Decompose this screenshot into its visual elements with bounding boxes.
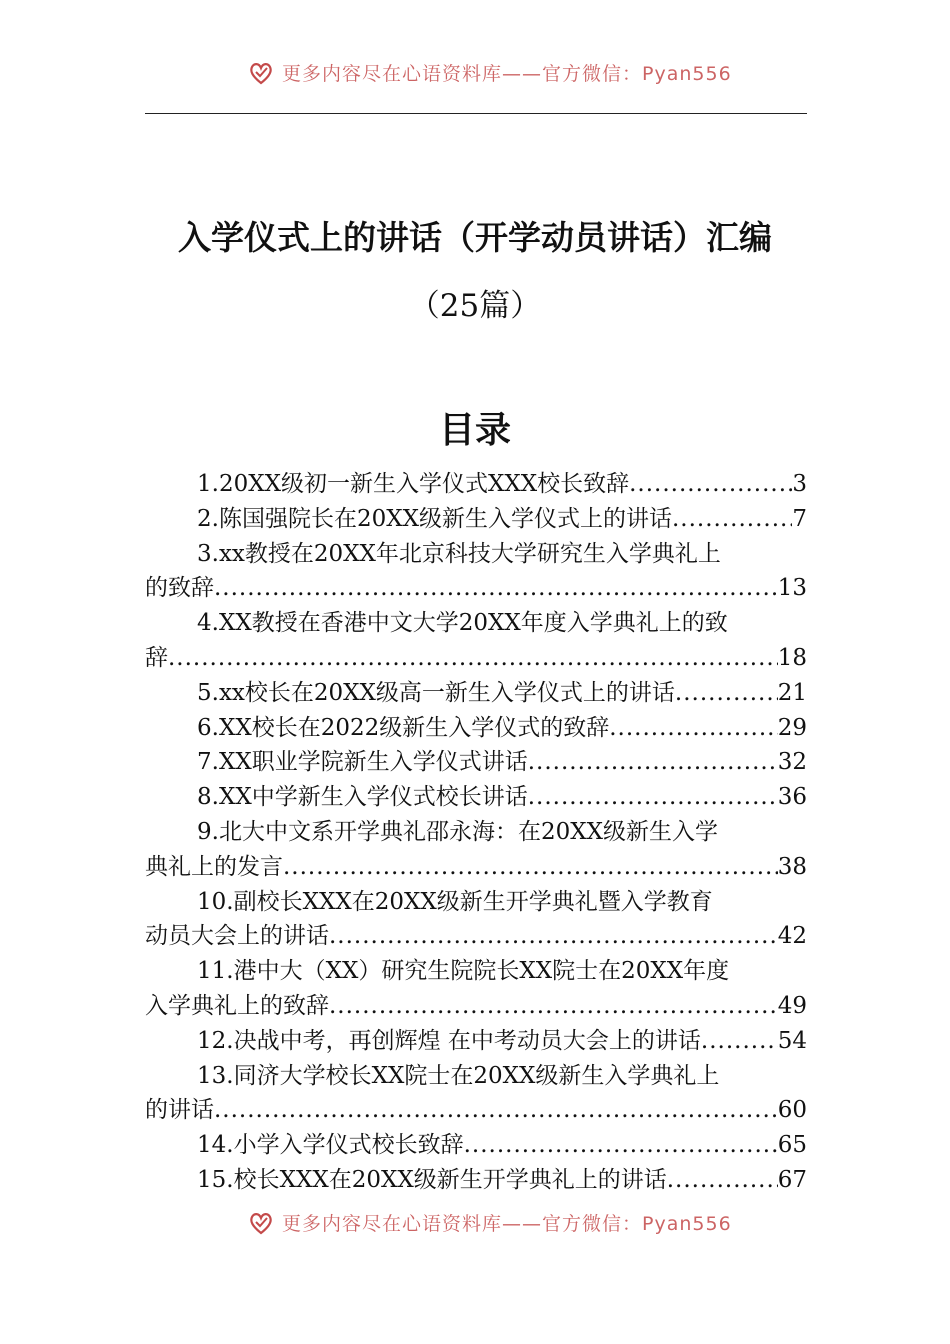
toc-page-number: 18	[777, 644, 807, 671]
toc-page-number: 3	[792, 471, 807, 497]
toc-page-number: 7	[792, 505, 807, 532]
toc-entry-text: 9.北大中文系开学典礼邵永海：在20XX级新生入学	[197, 818, 718, 845]
toc-page-number: 36	[777, 784, 807, 811]
toc-entry-text: 8.XX中学新生入学仪式校长讲话	[197, 784, 528, 811]
toc-entry-text: 的讲话	[145, 1097, 214, 1124]
toc-leader-dots	[214, 571, 778, 606]
toc-entry-line[interactable]	[145, 1163, 807, 1198]
toc-leader-dots	[168, 641, 778, 676]
toc-entry-line[interactable]	[145, 502, 807, 537]
toc-entry-line[interactable]	[145, 1093, 807, 1128]
toc-entry-text: 15.校长XXX在20XX级新生开学典礼上的讲话	[197, 1166, 667, 1193]
toc-page-number: 60	[777, 1097, 807, 1124]
toc-entry-line[interactable]	[145, 537, 807, 572]
toc-leader-dots	[629, 467, 792, 502]
toc-page-number: 67	[777, 1166, 807, 1193]
toc-entry-text: 入学典礼上的致辞	[145, 992, 329, 1019]
toc-entry-line[interactable]	[145, 606, 807, 641]
toc-entry-line[interactable]	[145, 780, 807, 815]
toc-entry-text: 11.港中大（XX）研究生院院长XX院士在20XX年度	[197, 958, 730, 985]
footer-banner-text: 更多内容尽在心语资料库——官方微信：Pyan556	[282, 1213, 732, 1235]
toc-leader-dots	[672, 502, 792, 537]
heart-logo-icon	[248, 1210, 274, 1236]
toc-entry-line[interactable]	[145, 467, 807, 502]
toc-entry-text: 典礼上的发言	[145, 853, 283, 880]
toc-entry-text: 7.XX职业学院新生入学仪式讲话	[197, 749, 528, 776]
toc-page-number: 29	[777, 714, 807, 741]
header-banner-text: 更多内容尽在心语资料库——官方微信：Pyan556	[282, 63, 732, 85]
toc-entry-text: 14.小学入学仪式校长致辞	[197, 1132, 464, 1159]
toc-entry-line[interactable]	[145, 641, 807, 676]
toc-leader-dots	[701, 1024, 778, 1059]
toc-entry-line[interactable]	[145, 989, 807, 1024]
toc-entry-text: 3.xx教授在20XX年北京科技大学研究生入学典礼上	[197, 540, 721, 567]
toc-entry-line[interactable]	[145, 676, 807, 711]
toc-entry-text: 2.陈国强院长在20XX级新生入学仪式上的讲话	[197, 505, 672, 532]
toc-leader-dots	[329, 919, 778, 954]
toc-leader-dots	[609, 711, 777, 746]
toc-entry-text: 动员大会上的讲话	[145, 923, 329, 950]
toc-leader-dots	[214, 1093, 778, 1128]
toc-entry-text: 1.20XX级初一新生入学仪式XXX校长致辞	[197, 471, 630, 497]
toc-entry-text: 12.决战中考，再创辉煌 在中考动员大会上的讲话	[197, 1027, 701, 1054]
toc-leader-dots	[329, 989, 778, 1024]
toc-entry-line[interactable]	[145, 745, 807, 780]
toc-leader-dots	[528, 780, 778, 815]
toc-entry-line[interactable]	[145, 1128, 807, 1163]
toc-entry-line[interactable]	[145, 954, 807, 989]
toc-page-number: 49	[777, 992, 807, 1019]
toc-entry-text: 4.XX教授在香港中文大学20XX年度入学典礼上的致	[197, 610, 728, 637]
toc-page-number: 42	[777, 923, 807, 950]
header-divider	[145, 113, 807, 114]
toc-entry-text: 5.xx校长在20XX级高一新生入学仪式上的讲话	[197, 679, 675, 706]
toc-entry-text: 的致辞	[145, 575, 214, 602]
toc-entry-text: 10.副校长XXX在20XX级新生开学典礼暨入学教育	[197, 888, 713, 915]
toc-heading: 目录	[438, 409, 511, 451]
toc-page-number: 38	[777, 853, 807, 880]
document-title: 入学仪式上的讲话（开学动员讲话）汇编	[178, 218, 772, 257]
toc-page-number: 54	[777, 1027, 807, 1054]
toc-leader-dots	[283, 850, 778, 885]
document-subtitle: （25篇）	[408, 288, 542, 324]
toc-entry-line[interactable]	[145, 711, 807, 746]
toc-entry-line[interactable]	[145, 571, 807, 606]
toc-entry-text: 13.同济大学校长XX院士在20XX级新生入学典礼上	[197, 1062, 720, 1089]
toc-leader-dots	[675, 676, 778, 711]
toc-entry-line[interactable]	[145, 1059, 807, 1094]
table-of-contents	[145, 467, 807, 1198]
toc-entry-line[interactable]	[145, 885, 807, 920]
header-banner	[0, 56, 950, 88]
toc-page-number: 65	[777, 1132, 807, 1159]
toc-entry-line[interactable]	[145, 815, 807, 850]
heart-logo-icon	[248, 60, 274, 86]
toc-leader-dots	[464, 1128, 778, 1163]
toc-entry-line[interactable]	[145, 919, 807, 954]
toc-leader-dots	[528, 745, 778, 780]
toc-page-number: 13	[777, 575, 807, 602]
toc-entry-line[interactable]	[145, 1024, 807, 1059]
toc-entry-line[interactable]	[145, 850, 807, 885]
toc-leader-dots	[667, 1163, 778, 1198]
toc-page-number: 21	[777, 679, 807, 706]
toc-page-number: 32	[777, 749, 807, 776]
footer-banner	[0, 1206, 950, 1238]
toc-entry-text: 6.XX校长在2022级新生入学仪式的致辞	[197, 714, 610, 741]
toc-entry-text: 辞	[145, 644, 168, 671]
